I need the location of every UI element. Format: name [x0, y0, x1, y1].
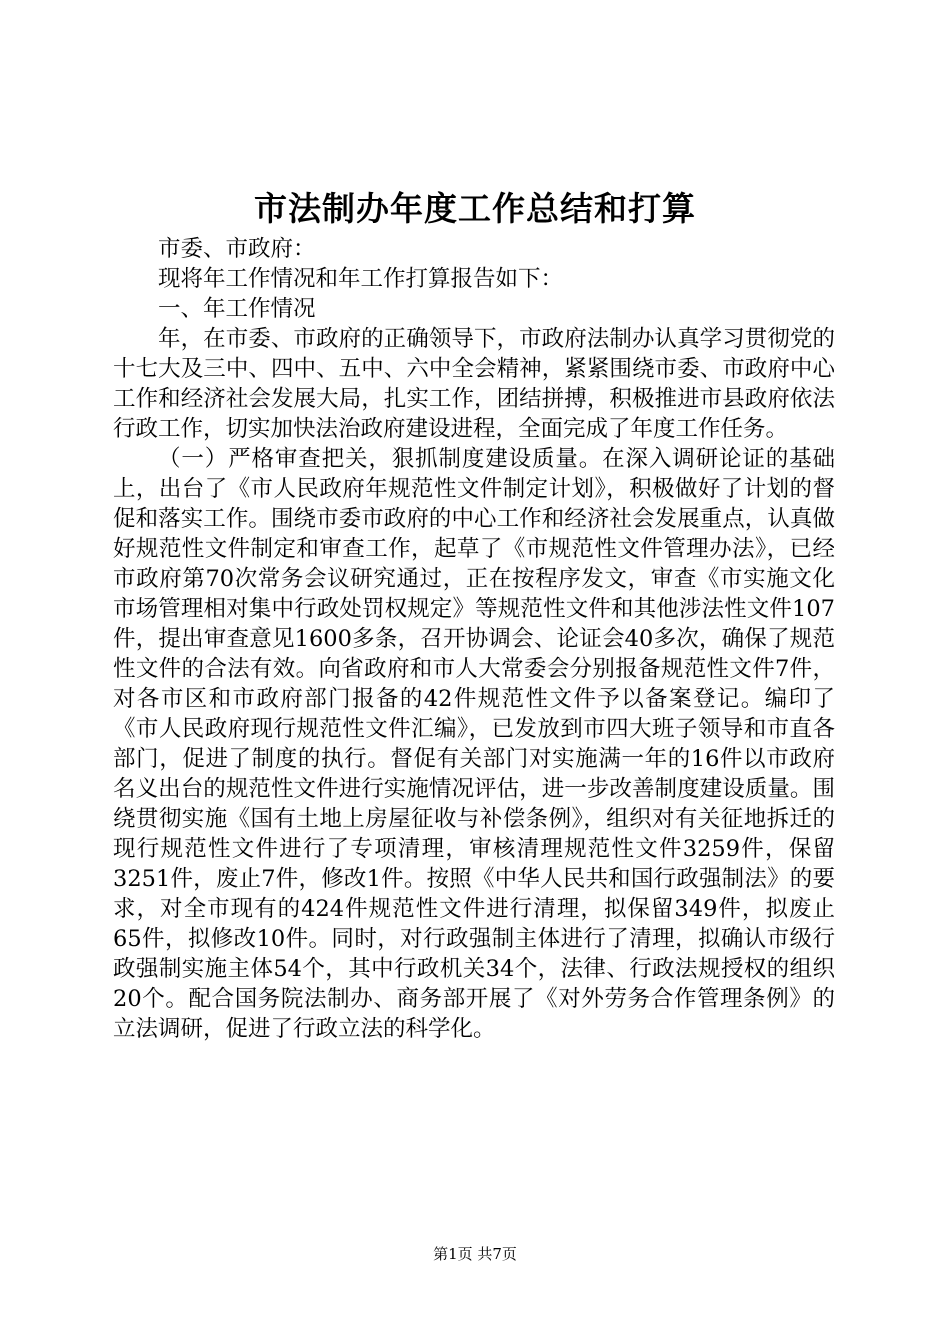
intro-paragraph: 现将年工作情况和年工作打算报告如下： [158, 266, 564, 292]
section-heading: 一、年工作情况 [158, 296, 316, 322]
document-title: 市法制办年度工作总结和打算 [254, 189, 696, 228]
document-body [113, 234, 835, 1044]
body-paragraph: 年，在市委、市政府的正确领导下，市政府法制办认真学习贯彻党的十七大及三中、四中、五中、六中全会精神，紧紧围绕市委、市政府中心工作和经济社会发展大局，扎实工作，团结拼搏，积极推进市县政府依法行政工作，切实加快法治政府建设进程，全面完成了年度工作任务。 [113, 326, 835, 442]
body-paragraph: （一）严格审查把关，狠抓制度建设质量。在深入调研论证的基础上，出台了《市人民政府年规范性文件制定计划》，积极做好了计划的督促和落实工作。围绕市委市政府的中心工作和经济社会发展重点，认真做好规范性文件制定和审查工作，起草了《市规范性文件管理办法》，已经市政府第70次常务会议研究通过，正在按程序发文，审查《市实施文化市场管理相对集中行政处罚权规定》等规范性文件和其他涉法性文件107件，提出审查意见1600多条，召开协调会、论证会40多次，确保了规范性文件的合法有效。向省政府和市人大常委会分别报备规范性文件7件，对各市区和市政府部门报备的42件规范性文件予以备案登记。编印了《市人民政府现行规范性文件汇编》，已发放到市四大班子领导和市直各部门，促进了制度的执行。督促有关部门对实施满一年的16件以市政府名义出台的规范性文件进行实施情况评估，进一步改善制度建设质量。围绕贯彻实施《国有土地上房屋征收与补偿条例》，组织对有关征地拆迁的现行规范性文件进行了专项清理，审核清理规范性文件3259件，保留3251件，废止7件，修改1件。按照《中华人民共和国行政强制法》的要求，对全市现有的424件规范性文件进行清理，拟保留349件，拟废止65件，拟修改10件。同时，对行政强制主体进行了清理，拟确认市级行政强制实施主体54个，其中行政机关34个，法律、行政法规授权的组织20个。配合国务院法制办、商务部开展了《对外劳务合作管理条例》的立法调研，促进了行政立法的科学化。 [113, 446, 835, 1042]
salutation: 市委、市政府： [158, 236, 316, 262]
page-footer: 第1页 共7页 [433, 1245, 517, 1263]
